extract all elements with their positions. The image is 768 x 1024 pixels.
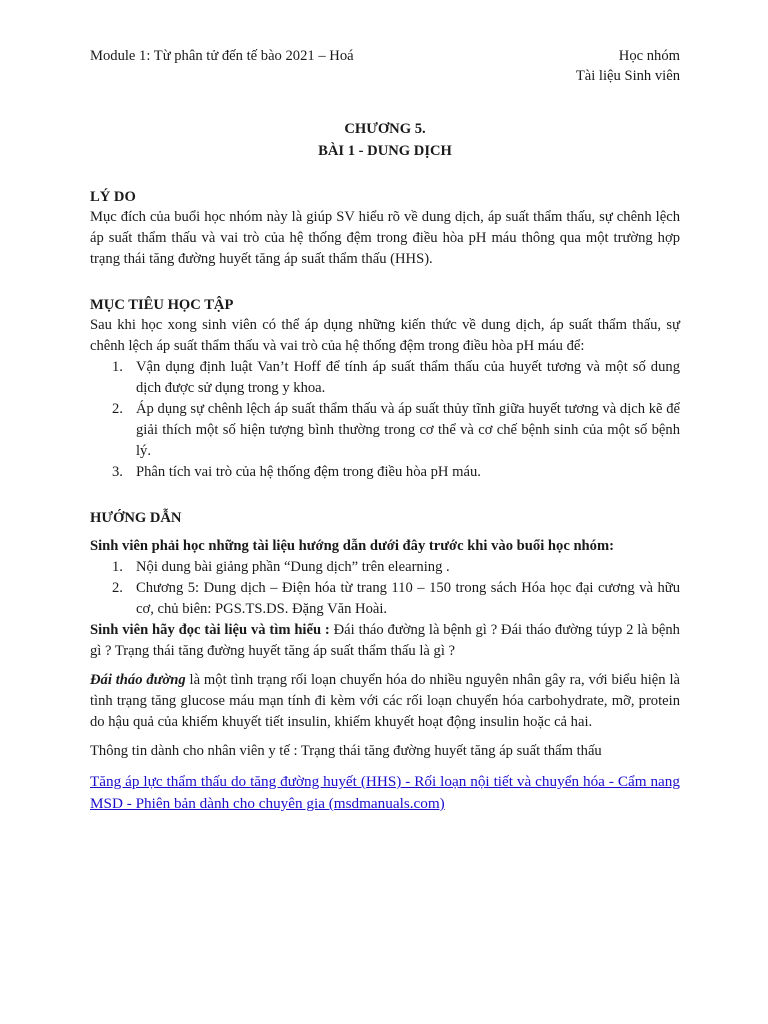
list-item-number: 1. [112, 359, 123, 375]
materials-list [90, 557, 680, 620]
list-item-number: 3. [112, 464, 123, 480]
muc-tieu-intro: Sau khi học xong sinh viên có thể áp dụng những kiến thức về dung dịch, áp suất thẩm thấu, sự chênh lệch áp suất thẩm thấu và vai trò của hệ thống đệm trong điều hòa pH máu để: [90, 317, 680, 354]
document-page [90, 46, 680, 815]
list-item [90, 357, 680, 399]
list-item [90, 578, 680, 620]
diabetes-term: Đái tháo đường [90, 672, 186, 688]
diabetes-definition-paragraph [90, 670, 680, 733]
list-item [90, 399, 680, 462]
diabetes-definition: là một tình trạng rối loạn chuyển hóa do nhiều nguyên nhân gây ra, với biểu hiện là tình trạng tăng glucose máu mạn tính đi kèm với các rối loạn chuyển hóa carbohydrate, mỡ, protein do hậu quả của khiếm khuyết tiết insulin, khiếm khuyết hoạt động insulin hoặc cả hai. [90, 672, 680, 730]
section-heading-muc-tieu: MỤC TIÊU HỌC TẬP [90, 297, 234, 313]
list-item-text: Nội dung bài giảng phần “Dung dịch” trên elearning . [136, 559, 450, 575]
section-heading-huong-dan: HƯỚNG DẪN [90, 510, 182, 526]
ly-do-paragraph: Mục đích của buổi học nhóm này là giúp SV hiểu rõ về dung dịch, áp suất thẩm thấu, sự chênh lệch áp suất thẩm thấu và vai trò của hệ thống đệm trong điều hòa pH máu thông qua một trường hợp trạng thái tăng đường huyết tăng áp suất thẩm thấu (HHS). [90, 209, 680, 267]
chapter-title: CHƯƠNG 5. [344, 121, 426, 137]
reading-task-questions: Đái tháo đường là bệnh gì ? Đái tháo đường túyp 2 là bệnh gì ? Trạng thái tăng đường huyết tăng áp suất thẩm thấu là gì ? [90, 622, 680, 659]
title-block [90, 118, 680, 162]
list-item-text: Áp dụng sự chênh lệch áp suất thẩm thấu và áp suất thủy tĩnh giữa huyết tương và dịch kẽ để giải thích một số hiện tượng bình thường trong cơ thể và cơ chế bệnh sinh của một số bệnh lý. [136, 401, 680, 459]
section-heading-ly-do: LÝ DO [90, 189, 136, 205]
msd-manual-link[interactable]: Tăng áp lực thẩm thấu do tăng đường huyết (HHS) - Rối loạn nội tiết và chuyển hóa - Cẩm nang MSD - Phiên bản dành cho chuyên gia (msdmanuals.com) [90, 773, 680, 812]
huong-dan-intro: Sinh viên phải học những tài liệu hướng dẫn dưới đây trước khi vào buổi học nhóm: [90, 538, 614, 554]
health-staff-info: Thông tin dành cho nhân viên y tế : Trạng thái tăng đường huyết tăng áp suất thẩm thấu [90, 743, 602, 759]
list-item-number: 1. [112, 559, 123, 575]
reading-task-label: Sinh viên hãy đọc tài liệu và tìm hiểu : [90, 622, 330, 638]
list-item-text: Vận dụng định luật Van’t Hoff để tính áp suất thẩm thấu của huyết tương và một số dung dịch được sử dụng trong y khoa. [136, 359, 680, 396]
list-item-text: Chương 5: Dung dịch – Điện hóa từ trang 110 – 150 trong sách Hóa học đại cương và hữu cơ, chủ biên: PGS.TS.DS. Đặng Văn Hoài. [136, 580, 680, 617]
page-header [90, 46, 680, 66]
list-item-text: Phân tích vai trò của hệ thống đệm trong điều hòa pH máu. [136, 464, 481, 480]
list-item [90, 462, 680, 483]
objectives-list [90, 357, 680, 483]
header-student-material: Tài liệu Sinh viên [575, 68, 680, 84]
list-item [90, 557, 680, 578]
header-group-study: Học nhóm [618, 48, 680, 64]
header-doc-type [90, 66, 680, 86]
lesson-title: BÀI 1 - DUNG DỊCH [318, 143, 452, 159]
header-module: Module 1: Từ phân tử đến tế bào 2021 – Hoá [90, 48, 354, 64]
reading-task-paragraph [90, 620, 680, 662]
list-item-number: 2. [112, 580, 123, 596]
list-item-number: 2. [112, 401, 123, 417]
